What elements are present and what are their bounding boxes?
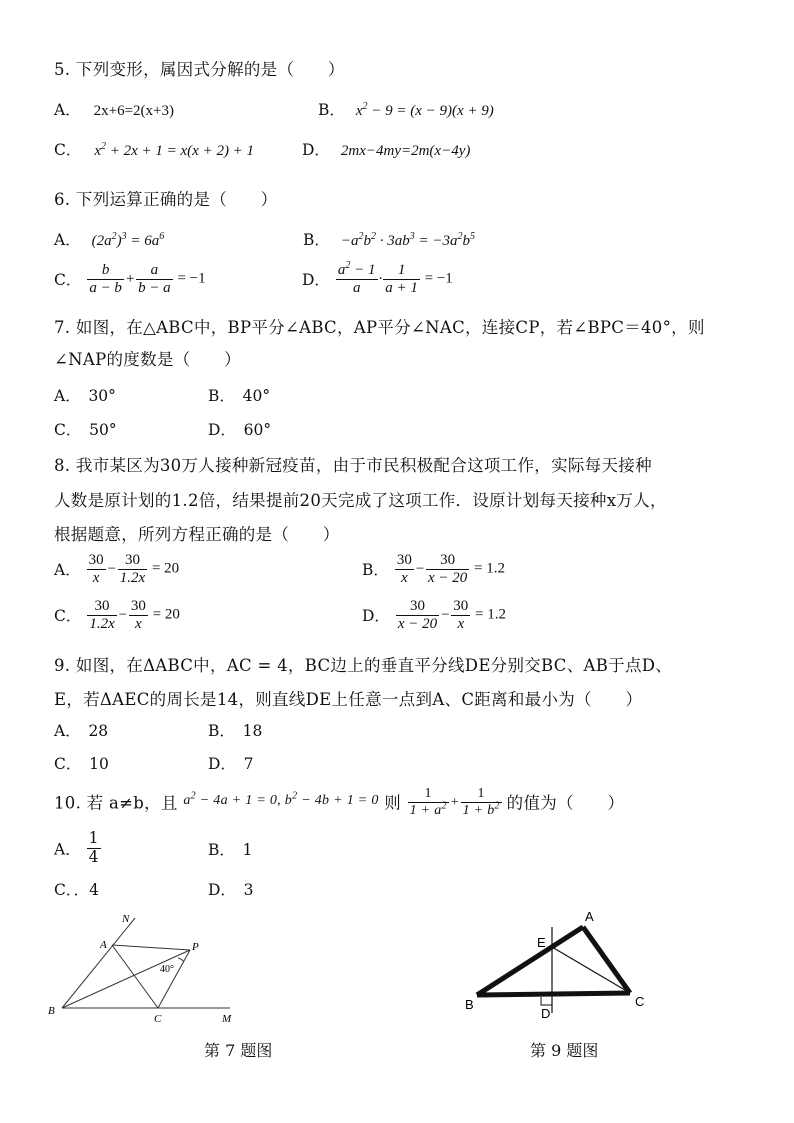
q8-option-c-expr: $\frac{30}{1.2x}$ − $\frac{30}{x}$: [89, 598, 146, 633]
label-b: B: [48, 1005, 55, 1017]
figure-9-caption: 第 9 题图: [530, 1041, 599, 1060]
q7-option-a[interactable]: A． 30°: [54, 387, 116, 405]
label-e: E: [537, 935, 546, 950]
q8-option-d-expr: $\frac{30}{x - 20}$ − $\frac{30}{x}$: [397, 598, 469, 633]
q9-option-b[interactable]: B． 18: [208, 722, 263, 740]
q8-option-c[interactable]: C． $\frac{30}{1.2x}$ − $\frac{30}{x}$ = 20: [54, 598, 180, 633]
label-m: M: [222, 1013, 232, 1025]
q6-stem: 6. 下列运算正确的是（ ）: [54, 190, 278, 209]
right-angle-mark: [541, 997, 552, 1005]
q8-option-a-expr: $\frac{30}{x}$ − $\frac{30}{1.2x}$: [88, 552, 146, 587]
q5-stem: 5. 下列变形，属因式分解的是（ ）: [54, 60, 345, 79]
q5-option-c[interactable]: C． $x^2 + 2x + 1 = x(x + 2) + 1$: [54, 141, 255, 159]
q9-stem-line2: E，若ΔAEC的周长是14，则直线DE上任意一点到A、C距离和最小为（ ）: [54, 690, 643, 709]
side-bc: [477, 993, 630, 995]
q10-expression: $\frac{1}{1 + a^2}$ + $\frac{1}{1 + b^2}$: [409, 786, 500, 819]
q7-option-b[interactable]: B． 40°: [208, 387, 271, 405]
q10-option-d[interactable]: D． 3: [208, 881, 254, 899]
line-bn: [62, 918, 135, 1008]
q8-option-d[interactable]: D． $\frac{30}{x - 20}$ − $\frac{30}{x}$ = 1.2: [362, 598, 506, 633]
label-d: D: [541, 1006, 551, 1020]
label-c: C: [635, 994, 645, 1009]
q7-option-c[interactable]: C． 50°: [54, 421, 117, 439]
side-ab: [477, 927, 583, 995]
q8-option-b-expr: $\frac{30}{x}$ − $\frac{30}{x - 20}$: [396, 552, 468, 587]
q6-option-b-expr: $-a^2b^2 \cdot 3ab^3 = -3a^2b^5$: [340, 231, 475, 249]
label-a: A: [585, 909, 594, 924]
q6-option-b[interactable]: B． $-a^2b^2 \cdot 3ab^3 = -3a^2b^5$: [303, 231, 475, 249]
q5-option-d[interactable]: D． 2mx−4my=2m(x−4y): [302, 141, 471, 159]
q5-option-c-expr: $x^2 + 2x + 1 = x(x + 2) + 1$: [94, 141, 255, 159]
q10-option-c[interactable]: C．．4: [54, 881, 99, 899]
q8-stem-line1: 8. 我市某区为30万人接种新冠疫苗，由于市民积极配合这项工作，实际每天接种: [54, 456, 652, 475]
q10-option-a-frac: $\frac{1}{4}$: [88, 829, 99, 866]
q9-option-c[interactable]: C． 10: [54, 755, 109, 773]
q10-stem: 10. 若 a≠b，且 $a^2 - 4a + 1 = 0$, $b^2 - 4b + 1 = 0$ 则 $\frac{1}{1 + a^2}$ + $\frac{1}{1 + b^2}$ 的值为（ ）: [54, 786, 625, 819]
label-a: A: [100, 939, 107, 951]
q5-option-a[interactable]: A． 2x+6=2(x+3): [54, 101, 175, 119]
q10-condition: $a^2 - 4a + 1 = 0$, $b^2 - 4b + 1 = 0$: [183, 790, 379, 809]
q6-option-a-expr: $(2a^2)^3 = 6a^6$: [91, 231, 165, 249]
figure-9: [455, 905, 655, 1020]
label-p: P: [192, 941, 199, 953]
line-ac: [112, 945, 158, 1008]
q8-stem-line3: 根据题意，所列方程正确的是（ ）: [54, 525, 340, 544]
segment-ec: [552, 947, 630, 993]
q6-option-d-expr: $\frac{a^2 - 1}{a}$ · $\frac{1}{a + 1}$: [337, 260, 418, 297]
q6-option-c-expr: $\frac{b}{a - b}$ + $\frac{a}{b - a}$: [89, 262, 171, 297]
q5-option-b-expr: $x^2 - 9 = (x - 9)(x + 9)$: [355, 101, 494, 119]
q10-option-b[interactable]: B． 1: [208, 841, 253, 859]
q7-option-d[interactable]: D． 60°: [208, 421, 272, 439]
q6-option-d[interactable]: D． $\frac{a^2 - 1}{a}$ · $\frac{1}{a + 1}$ = −1: [302, 260, 453, 297]
q8-stem-line2: 人数是原计划的1.2倍，结果提前20天完成了这项工作．设原计划每天接种x万人，: [54, 491, 667, 510]
label-c: C: [154, 1013, 162, 1025]
line-bp: [62, 950, 190, 1008]
q6-option-c[interactable]: C． $\frac{b}{a - b}$ + $\frac{a}{b - a}$ = −1: [54, 262, 206, 297]
line-ap: [112, 945, 190, 950]
q8-option-a[interactable]: A． $\frac{30}{x}$ − $\frac{30}{1.2x}$ = 20: [54, 552, 180, 587]
q9-stem-line1: 9. 如图，在ΔABC中，AC = 4，BC边上的垂直平分线DE分别交BC、AB于点D、: [54, 656, 673, 675]
line-cp: [158, 950, 190, 1008]
figure-7-caption: 第 7 题图: [204, 1041, 273, 1060]
q10-option-a[interactable]: A． $\frac{1}{4}$: [54, 829, 99, 866]
q9-option-d[interactable]: D． 7: [208, 755, 254, 773]
angle-mark: [178, 958, 184, 962]
label-angle: 40°: [160, 964, 174, 975]
q5-option-b[interactable]: B． $x^2 - 9 = (x - 9)(x + 9)$: [318, 101, 494, 119]
q8-option-b[interactable]: B． $\frac{30}{x}$ − $\frac{30}{x - 20}$ = 1.2: [362, 552, 505, 587]
side-ac: [583, 927, 630, 993]
q6-option-a[interactable]: A． $(2a^2)^3 = 6a^6$: [54, 231, 165, 249]
q9-option-a[interactable]: A． 28: [54, 722, 109, 740]
q7-stem-line1: 7. 如图，在△ABC中，BP平分∠ABC，AP平分∠NAC，连接CP，若∠BPC＝40°，则: [54, 318, 705, 337]
figure-7: [40, 910, 260, 1026]
label-n: N: [122, 913, 130, 925]
label-b: B: [465, 997, 474, 1012]
q7-stem-line2: ∠NAP的度数是（ ）: [54, 350, 241, 369]
